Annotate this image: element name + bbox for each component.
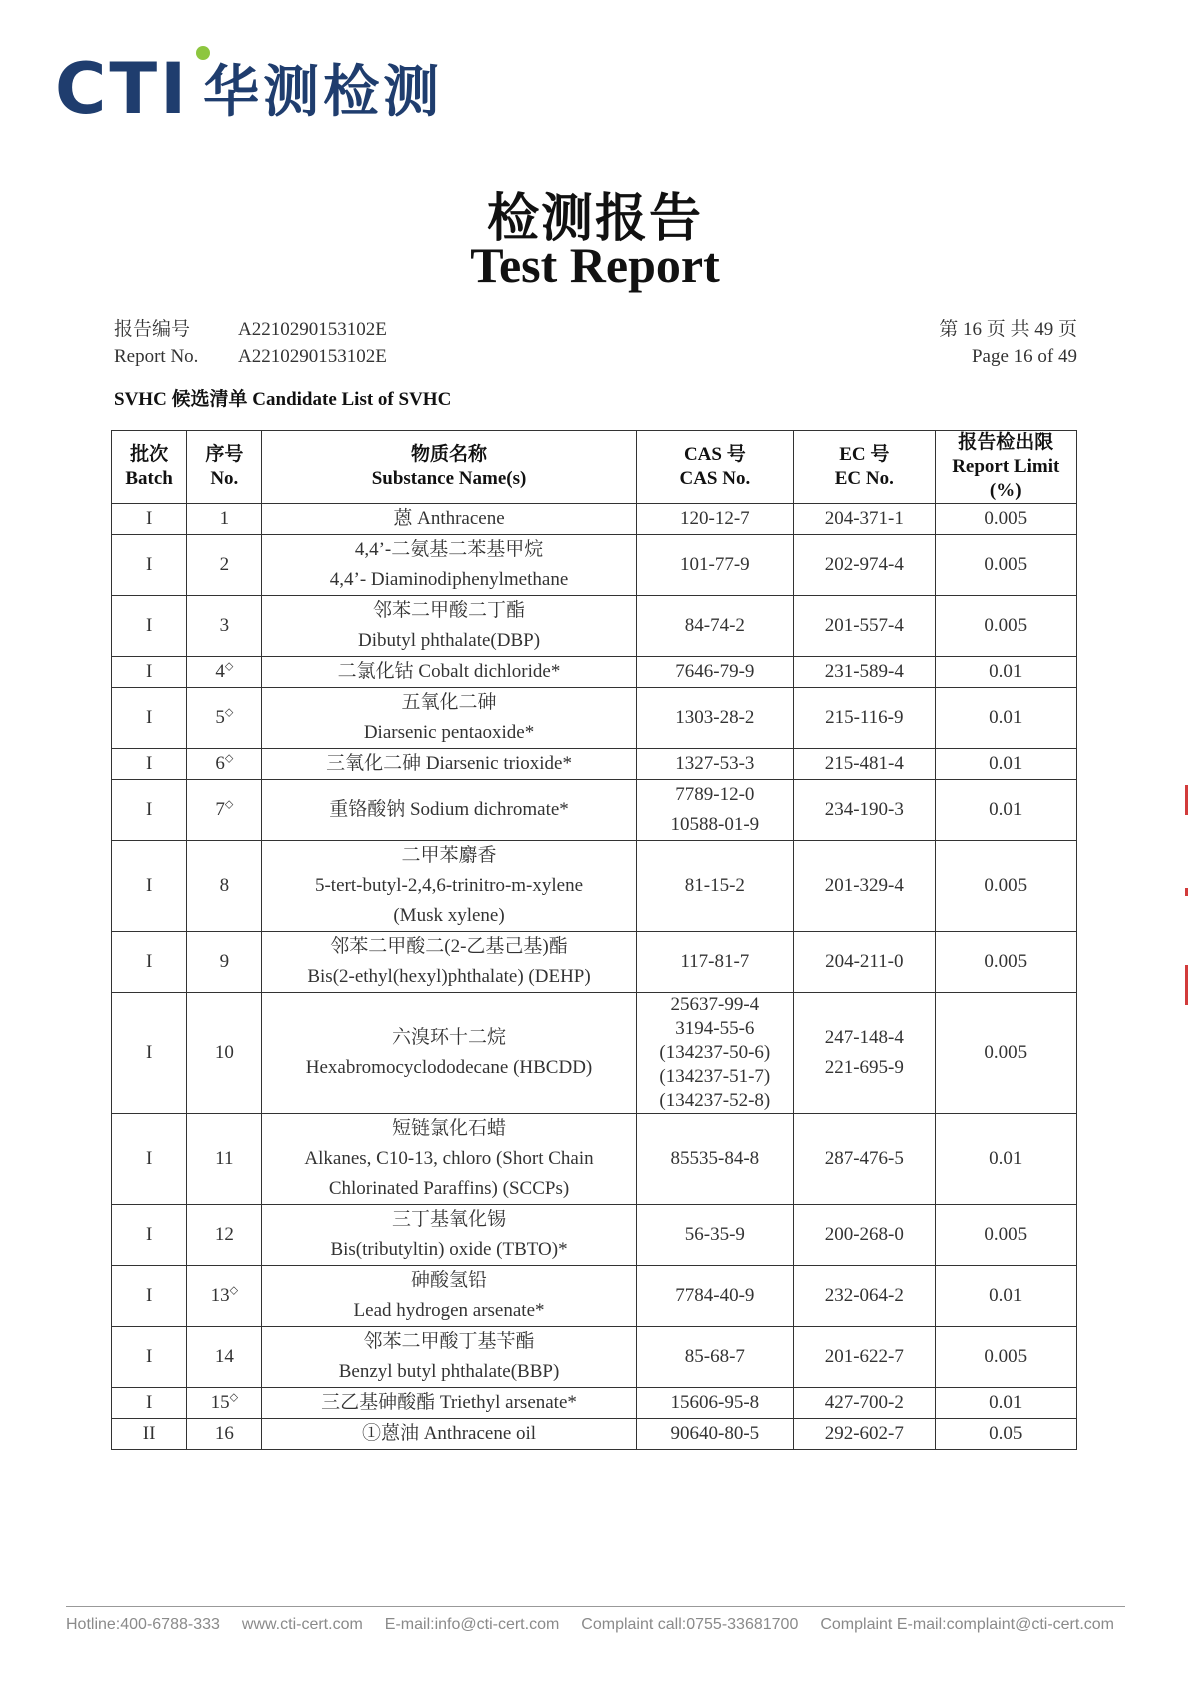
cell-ec-no: 232-064-2 — [794, 1266, 935, 1327]
cell-ec-no: 201-329-4 — [794, 841, 935, 932]
cell-cas-no: 81-15-2 — [636, 841, 793, 932]
diamond-mark-icon: ◇ — [224, 706, 234, 719]
diamond-mark-icon: ◇ — [229, 1284, 239, 1297]
table-row — [112, 596, 1077, 657]
cell-substance-name: 五氧化二砷 Diarsenic pentaoxide* — [262, 688, 636, 749]
cell-report-limit: 0.005 — [935, 504, 1076, 535]
cell-ec-no: 427-700-2 — [794, 1388, 935, 1419]
cell-report-limit: 0.005 — [935, 1327, 1076, 1388]
cell-cas-no: 7646-79-9 — [636, 657, 793, 688]
diamond-mark-icon: ◇ — [224, 752, 234, 765]
table-row — [112, 932, 1077, 993]
title-cn: 检测报告 — [486, 191, 703, 248]
cell-cas-no: 7789-12-0 10588-01-9 — [636, 780, 793, 841]
cell-batch: I — [112, 1388, 187, 1419]
cell-substance-name: 砷酸氢铅 Lead hydrogen arsenate* — [262, 1266, 636, 1327]
cell-cas-no: 90640-80-5 — [636, 1419, 793, 1450]
report-number-block — [114, 316, 387, 370]
cell-substance-name: 邻苯二甲酸二(2-乙基己基)酯 Bis(2-ethyl(hexyl)phthalate) (DEHP) — [262, 932, 636, 993]
cell-ec-no: 287-476-5 — [794, 1114, 935, 1205]
cell-ec-no: 247-148-4 221-695-9 — [794, 993, 935, 1114]
cell-report-limit: 0.01 — [935, 749, 1076, 780]
table-row — [112, 657, 1077, 688]
cell-ec-no: 231-589-4 — [794, 657, 935, 688]
table-row — [112, 688, 1077, 749]
cell-no: 3 — [187, 596, 262, 657]
footer-website: www.cti-cert.com — [241, 1616, 363, 1633]
title-en: Test Report — [470, 237, 720, 293]
cell-cas-no: 56-35-9 — [636, 1205, 793, 1266]
cell-substance-name: 三丁基氧化锡 Bis(tributyltin) oxide (TBTO)* — [262, 1205, 636, 1266]
cell-ec-no: 234-190-3 — [794, 780, 935, 841]
cell-no: 4◇ — [187, 657, 262, 688]
table-row — [112, 504, 1077, 535]
cell-substance-name: 重铬酸钠 Sodium dichromate* — [262, 780, 636, 841]
cell-report-limit: 0.01 — [935, 780, 1076, 841]
cell-batch: I — [112, 1327, 187, 1388]
table-row — [112, 1266, 1077, 1327]
table-row — [112, 841, 1077, 932]
cell-substance-name: 邻苯二甲酸丁基苄酯 Benzyl butyl phthalate(BBP) — [262, 1327, 636, 1388]
company-logo — [55, 44, 444, 130]
table-row — [112, 780, 1077, 841]
report-no-value-en: A2210290153102E — [238, 346, 387, 367]
cell-substance-name: 短链氯化石蜡 Alkanes, C10-13, chloro (Short Chain Chlorinated Paraffins) (SCCPs) — [262, 1114, 636, 1205]
cell-report-limit: 0.005 — [935, 535, 1076, 596]
cell-batch: II — [112, 1419, 187, 1450]
edge-mark — [1185, 965, 1188, 1005]
cell-no: 16 — [187, 1419, 262, 1450]
cell-ec-no: 204-211-0 — [794, 932, 935, 993]
cell-cas-no: 1303-28-2 — [636, 688, 793, 749]
cell-report-limit: 0.01 — [935, 1388, 1076, 1419]
cell-ec-no: 215-481-4 — [794, 749, 935, 780]
cell-substance-name: 二氯化钴 Cobalt dichloride* — [262, 657, 636, 688]
table-row — [112, 1114, 1077, 1205]
cell-batch: I — [112, 1205, 187, 1266]
table-row — [112, 1419, 1077, 1450]
cell-cas-no: 25637-99-4 3194-55-6 (134237-50-6) (134237-51-7) (134237-52-8) — [636, 993, 793, 1114]
page-number-cn: 第 16 页 共 49 页 — [939, 319, 1077, 340]
cell-batch: I — [112, 596, 187, 657]
cell-no: 15◇ — [187, 1388, 262, 1419]
cell-batch: I — [112, 780, 187, 841]
footer-complaint-call: Complaint call:0755-33681700 — [581, 1616, 799, 1633]
table-header-row — [112, 431, 1077, 504]
cell-ec-no: 201-622-7 — [794, 1327, 935, 1388]
cell-no: 12 — [187, 1205, 262, 1266]
page-number-en: Page 16 of 49 — [971, 346, 1077, 367]
cell-substance-name: 六溴环十二烷 Hexabromocyclododecane (HBCDD) — [262, 993, 636, 1114]
edge-mark — [1185, 785, 1188, 815]
cell-cas-no: 84-74-2 — [636, 596, 793, 657]
footer-complaint-email: Complaint E-mail:complaint@cti-cert.com — [820, 1616, 1114, 1633]
cell-no: 6◇ — [187, 749, 262, 780]
cell-batch: I — [112, 1266, 187, 1327]
cell-ec-no: 200-268-0 — [794, 1205, 935, 1266]
cell-substance-name: 三氧化二砷 Diarsenic trioxide* — [262, 749, 636, 780]
logo-brand: CTI — [55, 48, 190, 130]
table-row — [112, 993, 1077, 1114]
cell-cas-no: 101-77-9 — [636, 535, 793, 596]
cell-no: 5◇ — [187, 688, 262, 749]
cell-no: 2 — [187, 535, 262, 596]
cell-cas-no: 85535-84-8 — [636, 1114, 793, 1205]
cell-no: 7◇ — [187, 780, 262, 841]
header-substance-name: 物质名称 Substance Name(s) — [262, 431, 636, 504]
cell-batch: I — [112, 657, 187, 688]
report-no-label-cn: 报告编号 — [114, 319, 191, 340]
cell-no: 11 — [187, 1114, 262, 1205]
cell-substance-name: 4,4’-二氨基二苯基甲烷 4,4’- Diaminodiphenylmethane — [262, 535, 636, 596]
report-no-value: A2210290153102E — [238, 319, 387, 340]
header-cas-no: CAS 号 CAS No. — [636, 431, 793, 504]
footer — [66, 1616, 1166, 1634]
logo-cn-text: 华测检测 — [203, 60, 444, 126]
page-number-block — [939, 316, 1077, 370]
cell-cas-no: 117-81-7 — [636, 932, 793, 993]
cell-batch: I — [112, 535, 187, 596]
section-title: SVHC 候选清单 Candidate List of SVHC — [114, 389, 452, 410]
diamond-mark-icon: ◇ — [224, 660, 234, 673]
cell-substance-name: 邻苯二甲酸二丁酯 Dibutyl phthalate(DBP) — [262, 596, 636, 657]
logo-dot-icon — [196, 46, 210, 60]
cell-report-limit: 0.01 — [935, 1114, 1076, 1205]
cell-report-limit: 0.005 — [935, 596, 1076, 657]
cell-substance-name: ①蒽油 Anthracene oil — [262, 1419, 636, 1450]
header-no: 序号 No. — [187, 431, 262, 504]
cell-cas-no: 1327-53-3 — [636, 749, 793, 780]
cell-report-limit: 0.01 — [935, 688, 1076, 749]
table-row — [112, 749, 1077, 780]
cell-substance-name: 二甲苯麝香 5-tert-butyl-2,4,6-trinitro-m-xylene (Musk xylene) — [262, 841, 636, 932]
cell-no: 1 — [187, 504, 262, 535]
diamond-mark-icon: ◇ — [229, 1391, 239, 1404]
table-body — [112, 504, 1077, 1450]
footer-divider — [66, 1606, 1125, 1607]
cell-no: 8 — [187, 841, 262, 932]
header-report-limit: 报告检出限 Report Limit (%) — [935, 431, 1076, 504]
svhc-table — [111, 430, 1077, 1450]
cell-no: 9 — [187, 932, 262, 993]
header-ec-no: EC 号 EC No. — [794, 431, 935, 504]
table-row — [112, 535, 1077, 596]
cell-batch: I — [112, 841, 187, 932]
cell-report-limit: 0.005 — [935, 932, 1076, 993]
edge-mark — [1185, 888, 1188, 896]
cell-report-limit: 0.005 — [935, 841, 1076, 932]
table-row — [112, 1205, 1077, 1266]
cell-ec-no: 204-371-1 — [794, 504, 935, 535]
cell-ec-no: 201-557-4 — [794, 596, 935, 657]
cell-batch: I — [112, 749, 187, 780]
cell-batch: I — [112, 1114, 187, 1205]
header-batch: 批次 Batch — [112, 431, 187, 504]
cell-substance-name: 三乙基砷酸酯 Triethyl arsenate* — [262, 1388, 636, 1419]
diamond-mark-icon: ◇ — [224, 798, 234, 811]
cell-report-limit: 0.01 — [935, 1266, 1076, 1327]
cell-report-limit: 0.01 — [935, 657, 1076, 688]
cell-ec-no: 215-116-9 — [794, 688, 935, 749]
cell-cas-no: 85-68-7 — [636, 1327, 793, 1388]
cell-report-limit: 0.05 — [935, 1419, 1076, 1450]
cell-batch: I — [112, 504, 187, 535]
cell-cas-no: 120-12-7 — [636, 504, 793, 535]
report-no-label-en: Report No. — [114, 346, 199, 367]
cell-substance-name: 蒽 Anthracene — [262, 504, 636, 535]
cell-batch: I — [112, 932, 187, 993]
cell-ec-no: 292-602-7 — [794, 1419, 935, 1450]
cell-no: 10 — [187, 993, 262, 1114]
cell-no: 13◇ — [187, 1266, 262, 1327]
cell-ec-no: 202-974-4 — [794, 535, 935, 596]
footer-email: E-mail:info@cti-cert.com — [384, 1616, 560, 1633]
table-row — [112, 1327, 1077, 1388]
cell-cas-no: 15606-95-8 — [636, 1388, 793, 1419]
cell-no: 14 — [187, 1327, 262, 1388]
cell-batch: I — [112, 688, 187, 749]
cell-report-limit: 0.005 — [935, 993, 1076, 1114]
cell-report-limit: 0.005 — [935, 1205, 1076, 1266]
table-row — [112, 1388, 1077, 1419]
cell-batch: I — [112, 993, 187, 1114]
cell-cas-no: 7784-40-9 — [636, 1266, 793, 1327]
footer-hotline: Hotline:400-6788-333 — [66, 1616, 220, 1633]
